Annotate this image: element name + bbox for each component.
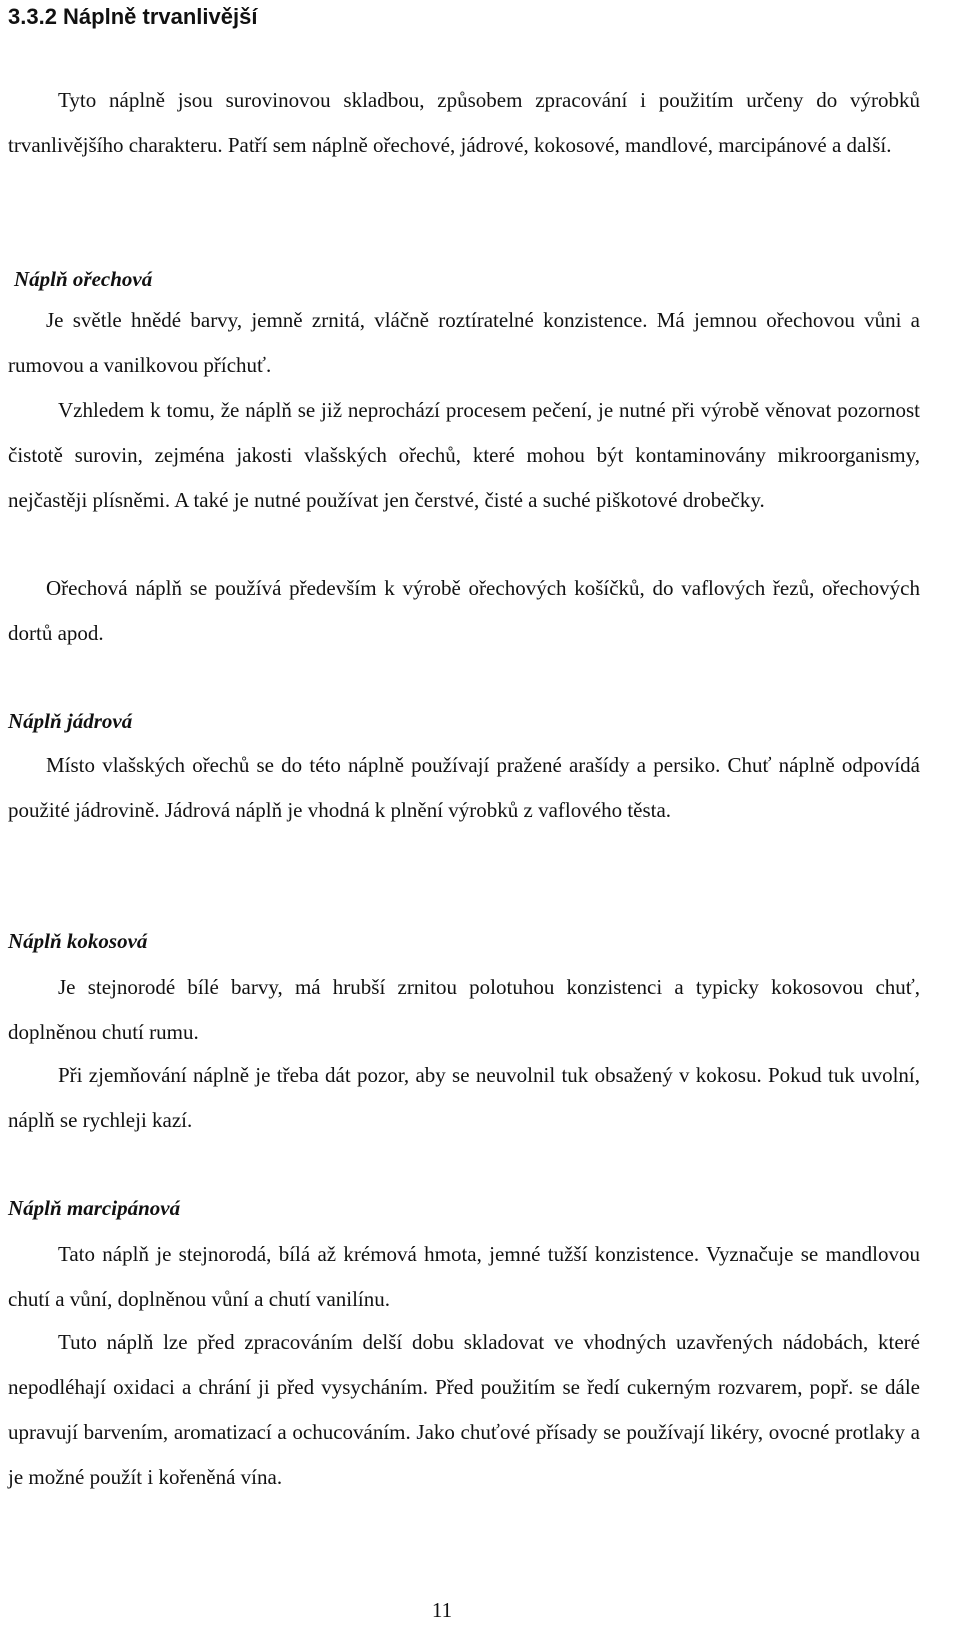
heading-orechova: Náplň ořechová [14, 267, 153, 291]
orechova-paragraph-3: Ořechová náplň se používá především k výrobě ořechových košíčků, do vaflových řezů, ořechových dortů apod. [8, 576, 920, 645]
section-title: 3.3.2 Náplně trvanlivější [8, 4, 258, 29]
heading-marcipanova: Náplň marcipánová [8, 1196, 181, 1220]
jadrova-paragraph-1: Místo vlašských ořechů se do této náplně používají pražené arašídy a persiko. Chuť náplně odpovídá použité jádrovině. Jádrová náplň je vhodná k plnění výrobků z vaflového těsta. [8, 753, 920, 822]
orechova-paragraph-1: Je světle hnědé barvy, jemně zrnitá, vláčně roztíratelné konzistence. Má jemnou ořechovou vůni a rumovou a vanilkovou příchuť. [8, 308, 920, 377]
page-number: 11 [431, 1598, 453, 1622]
kokosova-paragraph-2: Při zjemňování náplně je třeba dát pozor, aby se neuvolnil tuk obsažený v kokosu. Pokud tuk uvolní, náplň se rychleji kazí. [8, 1063, 920, 1132]
intro-paragraph: Tyto náplně jsou surovinovou skladbou, způsobem zpracování i použitím určeny do výrobků trvanlivějšího charakteru. Patří sem náplně ořechové, jádrové, kokosové, mandlové, marcipánové a další. [8, 88, 920, 157]
orechova-paragraph-2: Vzhledem k tomu, že náplň se již neprochází procesem pečení, je nutné při výrobě věnovat pozornost čistotě surovin, zejména jakosti vlašských ořechů, které mohou být kontaminovány mikroorganismy, nejčastěji plísněmi. A také je nutné používat jen čerstvé, čisté a suché piškotové drobečky. [8, 398, 920, 512]
heading-jadrova: Náplň jádrová [8, 709, 133, 733]
marcipanova-paragraph-2: Tuto náplň lze před zpracováním delší dobu skladovat ve vhodných uzavřených nádobách, které nepodléhají oxidaci a chrání ji před vysycháním. Před použitím se ředí cukerným rozvarem, popř. se dále upravují barvením, aromatizací a ochucováním. Jako chuťové přísady se používají likéry, ovocné protlaky a je možné použít i kořeněná vína. [8, 1330, 920, 1489]
kokosova-paragraph-1: Je stejnorodé bílé barvy, má hrubší zrnitou polotuhou konzistenci a typicky kokosovou chuť, doplněnou chutí rumu. [8, 975, 920, 1044]
marcipanova-paragraph-1: Tato náplň je stejnorodá, bílá až krémová hmota, jemné tužší konzistence. Vyznačuje se mandlovou chutí a vůní, doplněnou vůní a chutí vanilínu. [8, 1242, 920, 1311]
heading-kokosova: Náplň kokosová [8, 929, 148, 953]
